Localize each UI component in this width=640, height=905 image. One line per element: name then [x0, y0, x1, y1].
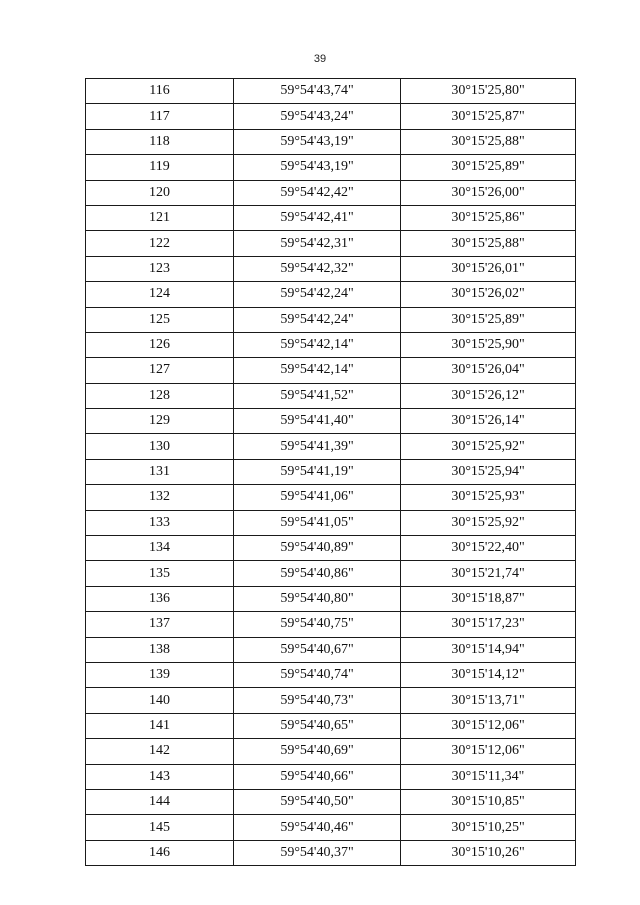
latitude-cell: 59°54'41,05": [234, 510, 401, 535]
latitude-cell: 59°54'43,19": [234, 155, 401, 180]
longitude-cell: 30°15'25,92": [401, 434, 576, 459]
longitude-cell: 30°15'26,01": [401, 256, 576, 281]
point-number-cell: 143: [86, 764, 234, 789]
point-number-cell: 122: [86, 231, 234, 256]
table-row: [86, 358, 576, 383]
point-number-cell: 131: [86, 459, 234, 484]
longitude-cell: 30°15'22,40": [401, 536, 576, 561]
table-row: [86, 688, 576, 713]
longitude-cell: 30°15'25,88": [401, 129, 576, 154]
point-number-cell: 132: [86, 485, 234, 510]
table-row: [86, 383, 576, 408]
table-row: [86, 104, 576, 129]
point-number-cell: 136: [86, 586, 234, 611]
latitude-cell: 59°54'43,74": [234, 79, 401, 104]
longitude-cell: 30°15'26,00": [401, 180, 576, 205]
point-number-cell: 134: [86, 536, 234, 561]
point-number-cell: 130: [86, 434, 234, 459]
latitude-cell: 59°54'40,65": [234, 713, 401, 738]
latitude-cell: 59°54'40,89": [234, 536, 401, 561]
table-row: [86, 485, 576, 510]
table-row: [86, 510, 576, 535]
latitude-cell: 59°54'40,37": [234, 840, 401, 865]
table-row: [86, 205, 576, 230]
longitude-cell: 30°15'26,14": [401, 409, 576, 434]
table-row: [86, 129, 576, 154]
table-row: [86, 662, 576, 687]
latitude-cell: 59°54'41,19": [234, 459, 401, 484]
table-row: [86, 282, 576, 307]
point-number-cell: 141: [86, 713, 234, 738]
longitude-cell: 30°15'25,94": [401, 459, 576, 484]
point-number-cell: 129: [86, 409, 234, 434]
table-row: [86, 536, 576, 561]
longitude-cell: 30°15'12,06": [401, 713, 576, 738]
latitude-cell: 59°54'42,24": [234, 307, 401, 332]
latitude-cell: 59°54'41,40": [234, 409, 401, 434]
longitude-cell: 30°15'26,04": [401, 358, 576, 383]
longitude-cell: 30°15'25,86": [401, 205, 576, 230]
point-number-cell: 121: [86, 205, 234, 230]
point-number-cell: 128: [86, 383, 234, 408]
point-number-cell: 135: [86, 561, 234, 586]
table-row: [86, 815, 576, 840]
longitude-cell: 30°15'14,94": [401, 637, 576, 662]
point-number-cell: 124: [86, 282, 234, 307]
longitude-cell: 30°15'12,06": [401, 739, 576, 764]
table-row: [86, 637, 576, 662]
table-row: [86, 586, 576, 611]
latitude-cell: 59°54'40,69": [234, 739, 401, 764]
longitude-cell: 30°15'25,93": [401, 485, 576, 510]
longitude-cell: 30°15'25,89": [401, 155, 576, 180]
longitude-cell: 30°15'21,74": [401, 561, 576, 586]
longitude-cell: 30°15'25,90": [401, 332, 576, 357]
longitude-cell: 30°15'17,23": [401, 612, 576, 637]
latitude-cell: 59°54'43,19": [234, 129, 401, 154]
latitude-cell: 59°54'42,14": [234, 358, 401, 383]
table-row: [86, 155, 576, 180]
point-number-cell: 144: [86, 789, 234, 814]
point-number-cell: 145: [86, 815, 234, 840]
latitude-cell: 59°54'40,86": [234, 561, 401, 586]
table-row: [86, 434, 576, 459]
latitude-cell: 59°54'42,32": [234, 256, 401, 281]
latitude-cell: 59°54'40,73": [234, 688, 401, 713]
point-number-cell: 117: [86, 104, 234, 129]
point-number-cell: 138: [86, 637, 234, 662]
latitude-cell: 59°54'40,46": [234, 815, 401, 840]
longitude-cell: 30°15'25,92": [401, 510, 576, 535]
longitude-cell: 30°15'13,71": [401, 688, 576, 713]
table-row: [86, 307, 576, 332]
latitude-cell: 59°54'40,50": [234, 789, 401, 814]
point-number-cell: 120: [86, 180, 234, 205]
table-row: [86, 764, 576, 789]
table-row: [86, 409, 576, 434]
coordinates-table-body: [86, 79, 576, 866]
table-row: [86, 231, 576, 256]
longitude-cell: 30°15'10,26": [401, 840, 576, 865]
latitude-cell: 59°54'42,14": [234, 332, 401, 357]
point-number-cell: 118: [86, 129, 234, 154]
latitude-cell: 59°54'41,52": [234, 383, 401, 408]
latitude-cell: 59°54'42,31": [234, 231, 401, 256]
longitude-cell: 30°15'14,12": [401, 662, 576, 687]
latitude-cell: 59°54'40,74": [234, 662, 401, 687]
table-row: [86, 459, 576, 484]
page-number: 39: [313, 53, 327, 65]
point-number-cell: 127: [86, 358, 234, 383]
latitude-cell: 59°54'41,39": [234, 434, 401, 459]
point-number-cell: 123: [86, 256, 234, 281]
latitude-cell: 59°54'42,42": [234, 180, 401, 205]
table-row: [86, 332, 576, 357]
longitude-cell: 30°15'26,12": [401, 383, 576, 408]
longitude-cell: 30°15'25,89": [401, 307, 576, 332]
coordinates-table: [85, 78, 576, 866]
table-row: [86, 561, 576, 586]
point-number-cell: 126: [86, 332, 234, 357]
table-row: [86, 713, 576, 738]
point-number-cell: 119: [86, 155, 234, 180]
table-row: [86, 79, 576, 104]
latitude-cell: 59°54'42,24": [234, 282, 401, 307]
point-number-cell: 125: [86, 307, 234, 332]
longitude-cell: 30°15'10,25": [401, 815, 576, 840]
table-row: [86, 789, 576, 814]
point-number-cell: 137: [86, 612, 234, 637]
longitude-cell: 30°15'11,34": [401, 764, 576, 789]
latitude-cell: 59°54'41,06": [234, 485, 401, 510]
point-number-cell: 116: [86, 79, 234, 104]
longitude-cell: 30°15'10,85": [401, 789, 576, 814]
longitude-cell: 30°15'26,02": [401, 282, 576, 307]
longitude-cell: 30°15'25,80": [401, 79, 576, 104]
latitude-cell: 59°54'42,41": [234, 205, 401, 230]
point-number-cell: 146: [86, 840, 234, 865]
table-row: [86, 840, 576, 865]
point-number-cell: 140: [86, 688, 234, 713]
longitude-cell: 30°15'25,87": [401, 104, 576, 129]
point-number-cell: 142: [86, 739, 234, 764]
table-row: [86, 739, 576, 764]
latitude-cell: 59°54'40,75": [234, 612, 401, 637]
latitude-cell: 59°54'40,67": [234, 637, 401, 662]
table-row: [86, 256, 576, 281]
longitude-cell: 30°15'25,88": [401, 231, 576, 256]
latitude-cell: 59°54'43,24": [234, 104, 401, 129]
table-row: [86, 180, 576, 205]
latitude-cell: 59°54'40,66": [234, 764, 401, 789]
table-row: [86, 612, 576, 637]
point-number-cell: 133: [86, 510, 234, 535]
longitude-cell: 30°15'18,87": [401, 586, 576, 611]
latitude-cell: 59°54'40,80": [234, 586, 401, 611]
point-number-cell: 139: [86, 662, 234, 687]
